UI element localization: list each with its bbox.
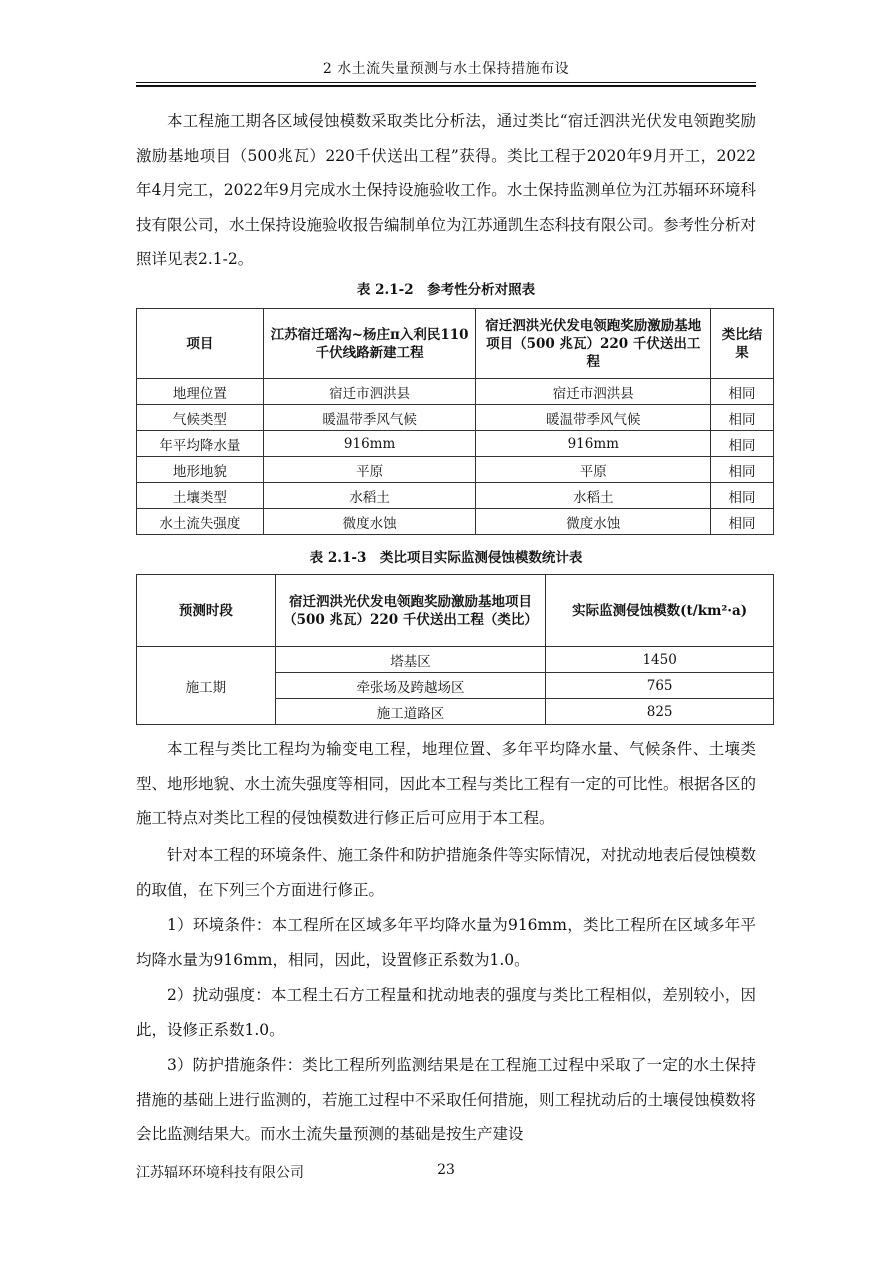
table-cell: 微度水蚀 bbox=[476, 509, 711, 535]
table-cell: 塔基区 bbox=[275, 647, 546, 673]
table-2-1-3-caption: 表 2.1-3 类比项目实际监测侵蚀模数统计表 bbox=[309, 550, 583, 566]
table-cell: 暖温带季风气候 bbox=[263, 405, 476, 431]
column-header: 宿迁泗洪光伏发电领跑奖励激励基地项目（500 兆瓦）220 千伏送出工程 bbox=[476, 309, 711, 379]
table-cell: 916mm bbox=[263, 431, 476, 457]
table-cell: 相同 bbox=[711, 509, 774, 535]
erosion-modulus-table bbox=[136, 574, 774, 725]
table-cell: 地形地貌 bbox=[137, 457, 264, 483]
footer-company: 江苏辐环环境科技有限公司 bbox=[136, 1165, 304, 1181]
table-cell: 相同 bbox=[711, 405, 774, 431]
table-row bbox=[137, 431, 774, 457]
table-cell: 水稻土 bbox=[263, 483, 476, 509]
table-cell: 宿迁市泗洪县 bbox=[263, 379, 476, 405]
table-cell: 施工道路区 bbox=[275, 699, 546, 725]
paragraph-environment-condition: 1）环境条件：本工程所在区域多年平均降水量为916mm，类比工程所在区域多年平均降水量为916mm，相同，因此，设置修正系数为1.0。 bbox=[136, 916, 756, 969]
table-row bbox=[137, 647, 774, 673]
table-cell: 相同 bbox=[711, 483, 774, 509]
table-cell: 牵张场及跨越场区 bbox=[275, 673, 546, 699]
column-header: 宿迁泗洪光伏发电领跑奖励激励基地项目（500 兆瓦）220 千伏送出工程（类比） bbox=[275, 575, 546, 647]
table-cell: 水稻土 bbox=[476, 483, 711, 509]
table-cell: 平原 bbox=[476, 457, 711, 483]
table-cell: 平原 bbox=[263, 457, 476, 483]
table-cell: 暖温带季风气候 bbox=[476, 405, 711, 431]
reference-comparison-table bbox=[136, 308, 774, 535]
header-divider bbox=[136, 82, 756, 87]
page-header: 2 水土流失量预测与水土保持措施布设 bbox=[322, 61, 570, 77]
column-header: 类比结果 bbox=[711, 309, 774, 379]
paragraph-disturbance-intensity: 2）扰动强度：本工程土石方工程量和扰动地表的强度与类比工程相似，差别较小，因此，设修正系数1.0。 bbox=[136, 986, 756, 1039]
table-row bbox=[137, 405, 774, 431]
paragraph-protection-measures: 3）防护措施条件：类比工程所列监测结果是在工程施工过程中采取了一定的水土保持措施的基础上进行监测的，若施工过程中不采取任何措施，则工程扰动后的土壤侵蚀模数将会比监测结果大。而水土流失量预测的基础是按生产建设 bbox=[136, 1056, 757, 1143]
table-row bbox=[137, 457, 774, 483]
table-header-row bbox=[137, 309, 774, 379]
table-cell: 宿迁市泗洪县 bbox=[476, 379, 711, 405]
table-cell: 765 bbox=[546, 673, 774, 699]
table-cell: 916mm bbox=[476, 431, 711, 457]
page-number: 23 bbox=[437, 1162, 455, 1178]
table-header-row bbox=[137, 575, 774, 647]
table-cell: 1450 bbox=[546, 647, 774, 673]
paragraph-correction-intro: 针对本工程的环境条件、施工条件和防护措施条件等实际情况，对扰动地表后侵蚀模数的取值，在下列三个方面进行修正。 bbox=[136, 846, 757, 899]
column-header: 实际监测侵蚀模数(t/km²·a) bbox=[546, 575, 774, 647]
paragraph-comparability: 本工程与类比工程均为输变电工程，地理位置、多年平均降水量、气候条件、土壤类型、地形地貌、水土流失强度等相同，因此本工程与类比工程有一定的可比性。根据各区的施工特点对类比工程的侵蚀模数进行修正后可应用于本工程。 bbox=[136, 740, 757, 827]
column-header: 江苏宿迁瑶沟~杨庄π入利民110 千伏线路新建工程 bbox=[263, 309, 476, 379]
table-cell: 微度水蚀 bbox=[263, 509, 476, 535]
table-cell: 相同 bbox=[711, 431, 774, 457]
table-cell: 相同 bbox=[711, 457, 774, 483]
table-cell: 水土流失强度 bbox=[137, 509, 264, 535]
table-row bbox=[137, 483, 774, 509]
table-row bbox=[137, 379, 774, 405]
table-2-1-2-caption: 表 2.1-2 参考性分析对照表 bbox=[356, 282, 536, 298]
table-cell: 土壤类型 bbox=[137, 483, 264, 509]
table-cell: 825 bbox=[546, 699, 774, 725]
table-cell: 相同 bbox=[711, 379, 774, 405]
table-row bbox=[137, 509, 774, 535]
column-header: 预测时段 bbox=[137, 575, 276, 647]
period-cell: 施工期 bbox=[137, 647, 276, 725]
paragraph-analogy-method: 本工程施工期各区域侵蚀模数采取类比分析法，通过类比“宿迁泗洪光伏发电领跑奖励激励基地项目（500兆瓦）220千伏送出工程”获得。类比工程于2020年9月开工，2022年4月完工，2022年9月完成水土保持设施验收工作。水土保持监测单位为江苏辐环环境科技有限公司，水土保持设施验收报告编制单位为江苏通凯生态科技有限公司。参考性分析对照详见表2.1-2。 bbox=[136, 112, 757, 268]
table-cell: 气候类型 bbox=[137, 405, 264, 431]
table-cell: 年平均降水量 bbox=[137, 431, 264, 457]
column-header: 项目 bbox=[137, 309, 264, 379]
table-cell: 地理位置 bbox=[137, 379, 264, 405]
